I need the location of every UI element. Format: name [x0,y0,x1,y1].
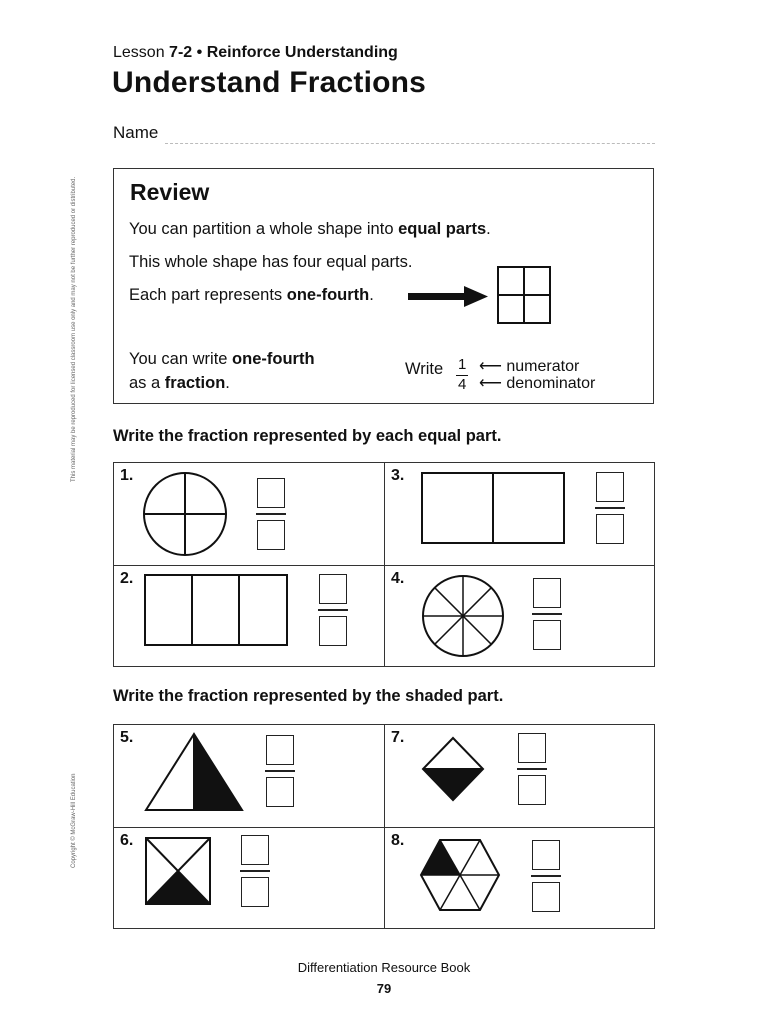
side-note-license: This material may be reproduced for licensed classroom use only and may not be further reproduced or distributed. [71,176,77,482]
arrow-right-icon [408,285,490,307]
review-line-5 [129,374,230,393]
problem-8 [385,828,655,930]
problem-number: 7. [391,729,405,746]
problem-2 [114,566,384,668]
numerator-answer-box[interactable] [257,478,285,508]
problem-6 [114,828,384,930]
name-label: Name [113,123,159,142]
problem-number: 1. [120,467,134,484]
review-bold: one-fourth [232,350,315,368]
numerator-answer-box[interactable] [596,472,624,502]
review-line-4 [129,350,315,369]
page-number: 79 [376,981,392,996]
write-label: Write [405,360,444,378]
problem-number: 4. [391,570,405,587]
review-bold: fraction [164,374,226,392]
four-part-square [497,266,551,324]
name-field[interactable] [165,143,655,144]
review-text: . [486,220,491,238]
section2-table [113,724,655,929]
review-text: . [225,374,230,392]
review-line-2: This whole shape has four equal parts. [129,253,413,271]
review-text: as a [129,374,165,392]
diamond-half-shaded-shape [421,736,485,802]
lesson-separator: • [196,44,203,61]
problem-5 [114,725,384,827]
denominator-answer-box[interactable] [319,616,347,646]
denominator-answer-box[interactable] [532,882,560,912]
review-text: Each part represents [129,286,287,304]
lesson-type: Reinforce Understanding [206,44,398,61]
problem-4 [385,566,655,668]
problem-number: 6. [120,832,134,849]
numerator-answer-box[interactable] [266,735,294,765]
problem-number: 5. [120,729,134,746]
section1-instruction: Write the fraction represented by each equal part. [113,427,502,445]
lesson-code: 7-2 [169,44,193,61]
review-text: You can write [129,350,233,368]
denominator-label: ⟵ denominator [479,375,596,392]
fraction-denominator: 4 [458,376,467,393]
problem-number: 3. [391,467,405,484]
denominator-answer-box[interactable] [518,775,546,805]
triangle-half-shaded-shape [144,732,244,812]
denominator-answer-box[interactable] [533,620,561,650]
rectangle-thirds-shape [144,574,288,646]
numerator-answer-box[interactable] [533,578,561,608]
circle-fourths-shape [142,471,228,557]
circle-eighths-shape [421,574,505,658]
lesson-label [113,44,398,62]
hexagon-sixth-shaded-shape [419,836,501,914]
review-box [113,168,654,404]
numerator-answer-box[interactable] [532,840,560,870]
section1-table [113,462,655,667]
review-line-1 [129,220,491,239]
lesson-prefix: Lesson [113,44,165,61]
numerator-answer-box[interactable] [241,835,269,865]
denominator-answer-box[interactable] [266,777,294,807]
section2-instruction: Write the fraction represented by the shaded part. [113,687,504,705]
denominator-answer-box[interactable] [257,520,285,550]
review-bold: one-fourth [286,286,370,304]
review-title: Review [130,179,210,205]
page-title: Understand Fractions [112,66,427,99]
review-line-3 [129,286,374,305]
numerator-label: ⟵ numerator [479,358,580,375]
review-bold: equal parts [398,220,487,238]
problem-number: 2. [120,570,134,587]
square-quarter-shaded-shape [144,836,212,906]
footer-book-title: Differentiation Resource Book [297,960,471,975]
fraction-numerator: 1 [458,356,467,373]
denominator-answer-box[interactable] [241,877,269,907]
side-note-copyright: Copyright © McGraw-Hill Education [71,773,77,868]
problem-3 [385,463,655,565]
review-text: You can partition a whole shape into [129,220,399,238]
denominator-answer-box[interactable] [596,514,624,544]
numerator-answer-box[interactable] [319,574,347,604]
rectangle-halves-shape [421,472,565,544]
review-text: . [369,286,374,304]
numerator-answer-box[interactable] [518,733,546,763]
problem-7 [385,725,655,827]
problem-1 [114,463,384,565]
problem-number: 8. [391,832,405,849]
